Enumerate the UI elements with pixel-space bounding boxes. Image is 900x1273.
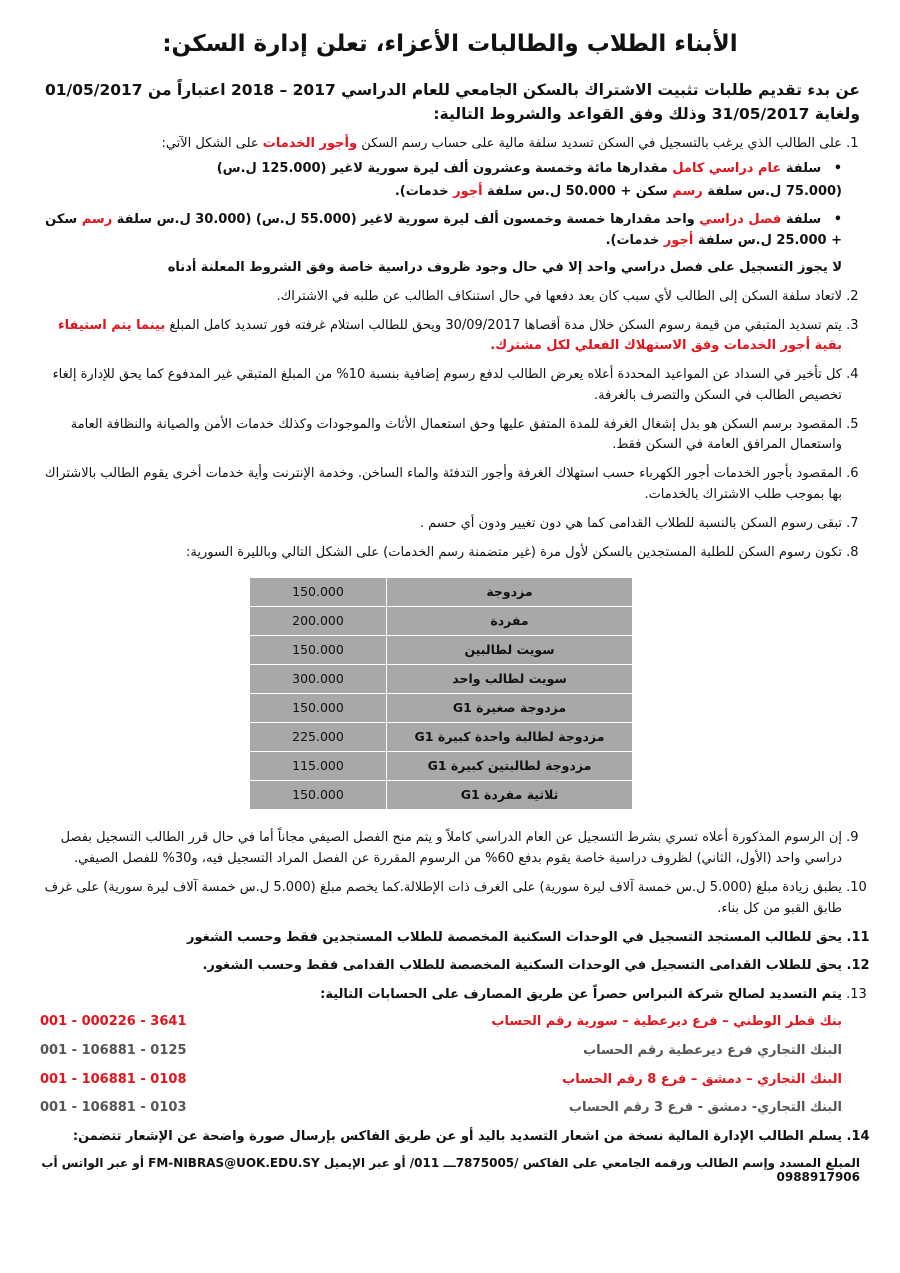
room-price-cell: 150.000 — [250, 694, 387, 723]
room-price-cell: 225.000 — [250, 723, 387, 752]
bank-name: بنك قطر الوطني – فرع ديرعطية – سورية رقم الحساب — [491, 1014, 842, 1030]
bank-account-number: 001 - 106881 - 0103 — [40, 1100, 187, 1116]
table-row — [250, 694, 633, 723]
table-row — [250, 723, 633, 752]
rule-2: 2. لاتعاد سلفة السكن إلى الطالب لأي سبب كان بعد دفعها في حال استنكاف الطالب عن طلبه في الاشتراك. — [40, 287, 842, 308]
room-type-cell: مزدوجة لطالبة واحدة كبيرة G1 — [387, 723, 633, 752]
rule-1: 1. على الطالب الذي يرغب بالتسجيل في السكن تسديد سلفة مالية على حساب رسم السكن وأجور الخدمات على الشكل الآتي: • سلفة عام دراسي كامل مقدارها مائة وخمسة وعشرون ألف ليرة سورية لاغير (125.000 ل.س) (75.000 ل.س سلفة رسم سكن + 50.000 ل.س سلفة أجور خدمات). • سلفة فصل دراسي واحد مقدارها خمسة وخمسون ألف ليرة سورية لاغير (55.000 ل.س) (30.000 ل.س سلفة رسم سكن + 25.000 ل.س سلفة أجور خدمات). لا يجوز التسجيل على فصل دراسي واحد إلا في حال وجود ظروف دراسية خاصة وفق الشروط المعلنة أدناه — [40, 134, 842, 279]
room-price-cell: 300.000 — [250, 665, 387, 694]
bank-name: البنك التجاري – دمشق – فرع 8 رقم الحساب — [562, 1071, 842, 1087]
room-price-cell: 200.000 — [250, 607, 387, 636]
room-type-cell: مزدوجة — [387, 578, 633, 607]
bank-account-number: 001 - 106881 - 0125 — [40, 1042, 187, 1058]
room-type-cell: ثلاثية مفردة G1 — [387, 781, 633, 810]
fees-table — [249, 577, 633, 810]
semester-notice: لا يجوز التسجيل على فصل دراسي واحد إلا في حال وجود ظروف دراسية خاصة وفق الشروط المعلنة أدناه — [167, 259, 842, 275]
bullet-semester: • سلفة فصل دراسي واحد مقدارها خمسة وخمسون ألف ليرة سورية لاغير (55.000 ل.س) (30.000 ل.س سلفة رسم سكن + 25.000 ل.س سلفة أجور خدمات). — [40, 210, 842, 252]
rule-9: 9. إن الرسوم المذكورة أعلاه تسري بشرط التسجيل عن العام الدراسي كاملاً و يتم منح الفصل الصيفي مجاناً أما في حال قرر الطالب التسجيل بفصل دراسي واحد (الأول، الثاني) لظروف دراسية خاصة يقوم بدفع 60% من الرسوم المقررة عن الفصل المراد التسجيل فيه، و30% للفصل الصيفي. — [40, 828, 842, 870]
rule-5: 5. المقصود برسم السكن هو بدل إشغال الغرفة للمدة المتفق عليها وحق استعمال الأثاث والموجودات وكذلك خدمات الأمن والصيانة والنظافة العامة واستعمال المرافق العامة في السكن فقط. — [40, 415, 842, 457]
room-price-cell: 150.000 — [250, 636, 387, 665]
room-type-cell: مفردة — [387, 607, 633, 636]
bank-name: البنك التجاري- دمشق - فرع 3 رقم الحساب — [568, 1100, 842, 1116]
bank-account-row — [40, 1070, 842, 1091]
room-price-cell: 150.000 — [250, 578, 387, 607]
table-row — [250, 752, 633, 781]
bank-account-row — [40, 1041, 842, 1062]
room-type-cell: سويت لطالبين — [387, 636, 633, 665]
room-price-cell: 150.000 — [250, 781, 387, 810]
rule-10: 10. يطبق زيادة مبلغ (5.000 ل.س خمسة آلاف ليرة سورية) على الغرف ذات الإطلالة.كما يخصم مبلغ (5.000 ل.س خمسة آلاف ليرة سورية) على غرف طابق القبو من كل بناء. — [40, 878, 842, 920]
bank-account-row — [40, 1098, 842, 1119]
room-type-cell: مزدوجة صغيرة G1 — [387, 694, 633, 723]
table-row — [250, 636, 633, 665]
table-row — [250, 578, 633, 607]
rule-11: 11. يحق للطالب المستجد التسجيل في الوحدات السكنية المخصصة للطلاب المستجدين فقط وحسب الشغور — [40, 928, 842, 949]
rule-6: 6. المقصود بأجور الخدمات أجور الكهرباء حسب استهلاك الغرفة وأجور التدفئة والماء الساخن. وخدمة الإنترنت وأية خدمات أخرى يقوم الطالب بالاشتراك بها بموجب طلب الاشتراك بالخدمات. — [40, 464, 842, 506]
intro-paragraph: عن بدء تقديم طلبات تثبيت الاشتراك بالسكن الجامعي للعام الدراسي 2017 – 2018 اعتباراً من 01/05/2017 ولغاية 31/05/2017 وذلك وفق القواعد والشروط التالية: — [44, 80, 860, 123]
rule-13: 13. يتم التسديد لصالح شركة النبراس حصراً عن طريق المصارف على الحسابات التالية: بنك قطر الوطني – فرع ديرعطية – سورية رقم الحساب 001 - 000226 - 3641 البنك التجاري فرع ديرعطية رقم الحساب 001 - 106881 - 0125 البنك التجاري – دمشق – فرع 8 رقم الحساب 001 - 106881 - 0108 البنك التجاري- دمشق - فرع 3 رقم الحساب 001 - 106881 - 0103 — [40, 985, 842, 1119]
bank-account-row — [40, 1012, 842, 1033]
rule-3: 3. يتم تسديد المتبقي من قيمة رسوم السكن خلال مدة أقصاها 30/09/2017 ويحق للطالب استلام غرفته فور تسديد كامل المبلغ بينما يتم استيفاء بقية أجور الخدمات وفق الاستهلاك الفعلي لكل مشترك. — [40, 316, 842, 358]
rule-14: 14. يسلم الطالب الإدارة المالية نسخة من اشعار التسديد باليد أو عن طريق الفاكس بإرسال صورة واضحة عن الإشعار تتضمن: — [40, 1127, 842, 1148]
table-row — [250, 781, 633, 810]
rule-7: 7. تبقى رسوم السكن بالنسبة للطلاب القدامى كما هي دون تغيير ودون أي حسم . — [40, 514, 842, 535]
rule-12: 12. يحق للطلاب القدامى التسجيل في الوحدات السكنية المخصصة للطلاب القدامى فقط وحسب الشغور. — [40, 956, 842, 977]
room-price-cell: 115.000 — [250, 752, 387, 781]
contact-footer: المبلغ المسدد وإسم الطالب ورقمه الجامعي على الفاكس /7875005ـــ 011/ أو عبر الإيميل FM-NIBRAS@UOK.EDU.SY أو عبر الواتس أب 0988917906 — [41, 1156, 860, 1185]
room-type-cell: مزدوجة لطالبتين كبيرة G1 — [387, 752, 633, 781]
rule-8: 8. تكون رسوم السكن للطلبة المستجدين بالسكن لأول مرة (غير متضمنة رسم الخدمات) على الشكل التالي وبالليرة السورية: مزدوجة 150.000 مفردة 200.000 سويت لطالبين 150.000 سويت لطالب واحد 300.000 مزدوجة صغيرة G1 150.000 مزدوجة لطالبة واحدة كبيرة G1 225.000 مزدوجة لطالبتين كبيرة G1 115.000 ثلاثية مفردة G1 150.000 — [40, 543, 842, 811]
bullet-full-year: • سلفة عام دراسي كامل مقدارها مائة وخمسة وعشرون ألف ليرة سورية لاغير (125.000 ل.س) — [40, 159, 842, 180]
rules-list — [40, 134, 860, 1148]
bank-account-number: 001 - 106881 - 0108 — [40, 1071, 187, 1087]
bank-accounts-list — [40, 1012, 842, 1119]
page-title: الأبناء الطلاب والطالبات الأعزاء، تعلن إدارة السكن: — [162, 31, 738, 57]
full-year-detail: (75.000 ل.س سلفة رسم سكن + 50.000 ل.س سلفة أجور خدمات). — [394, 183, 842, 199]
table-row — [250, 607, 633, 636]
rule-4: 4. كل تأخير في السداد عن المواعيد المحددة أعلاه يعرض الطالب لدفع رسوم إضافية بنسبة 10% من المبلغ المتبقي غير المدفوع كما يحق للإدارة إلغاء تخصيص الطالب في السكن والتصرف بالغرفة. — [40, 365, 842, 407]
bank-name: البنك التجاري فرع ديرعطية رقم الحساب — [583, 1042, 842, 1058]
room-type-cell: سويت لطالب واحد — [387, 665, 633, 694]
table-row — [250, 665, 633, 694]
bank-account-number: 001 - 000226 - 3641 — [40, 1014, 187, 1030]
